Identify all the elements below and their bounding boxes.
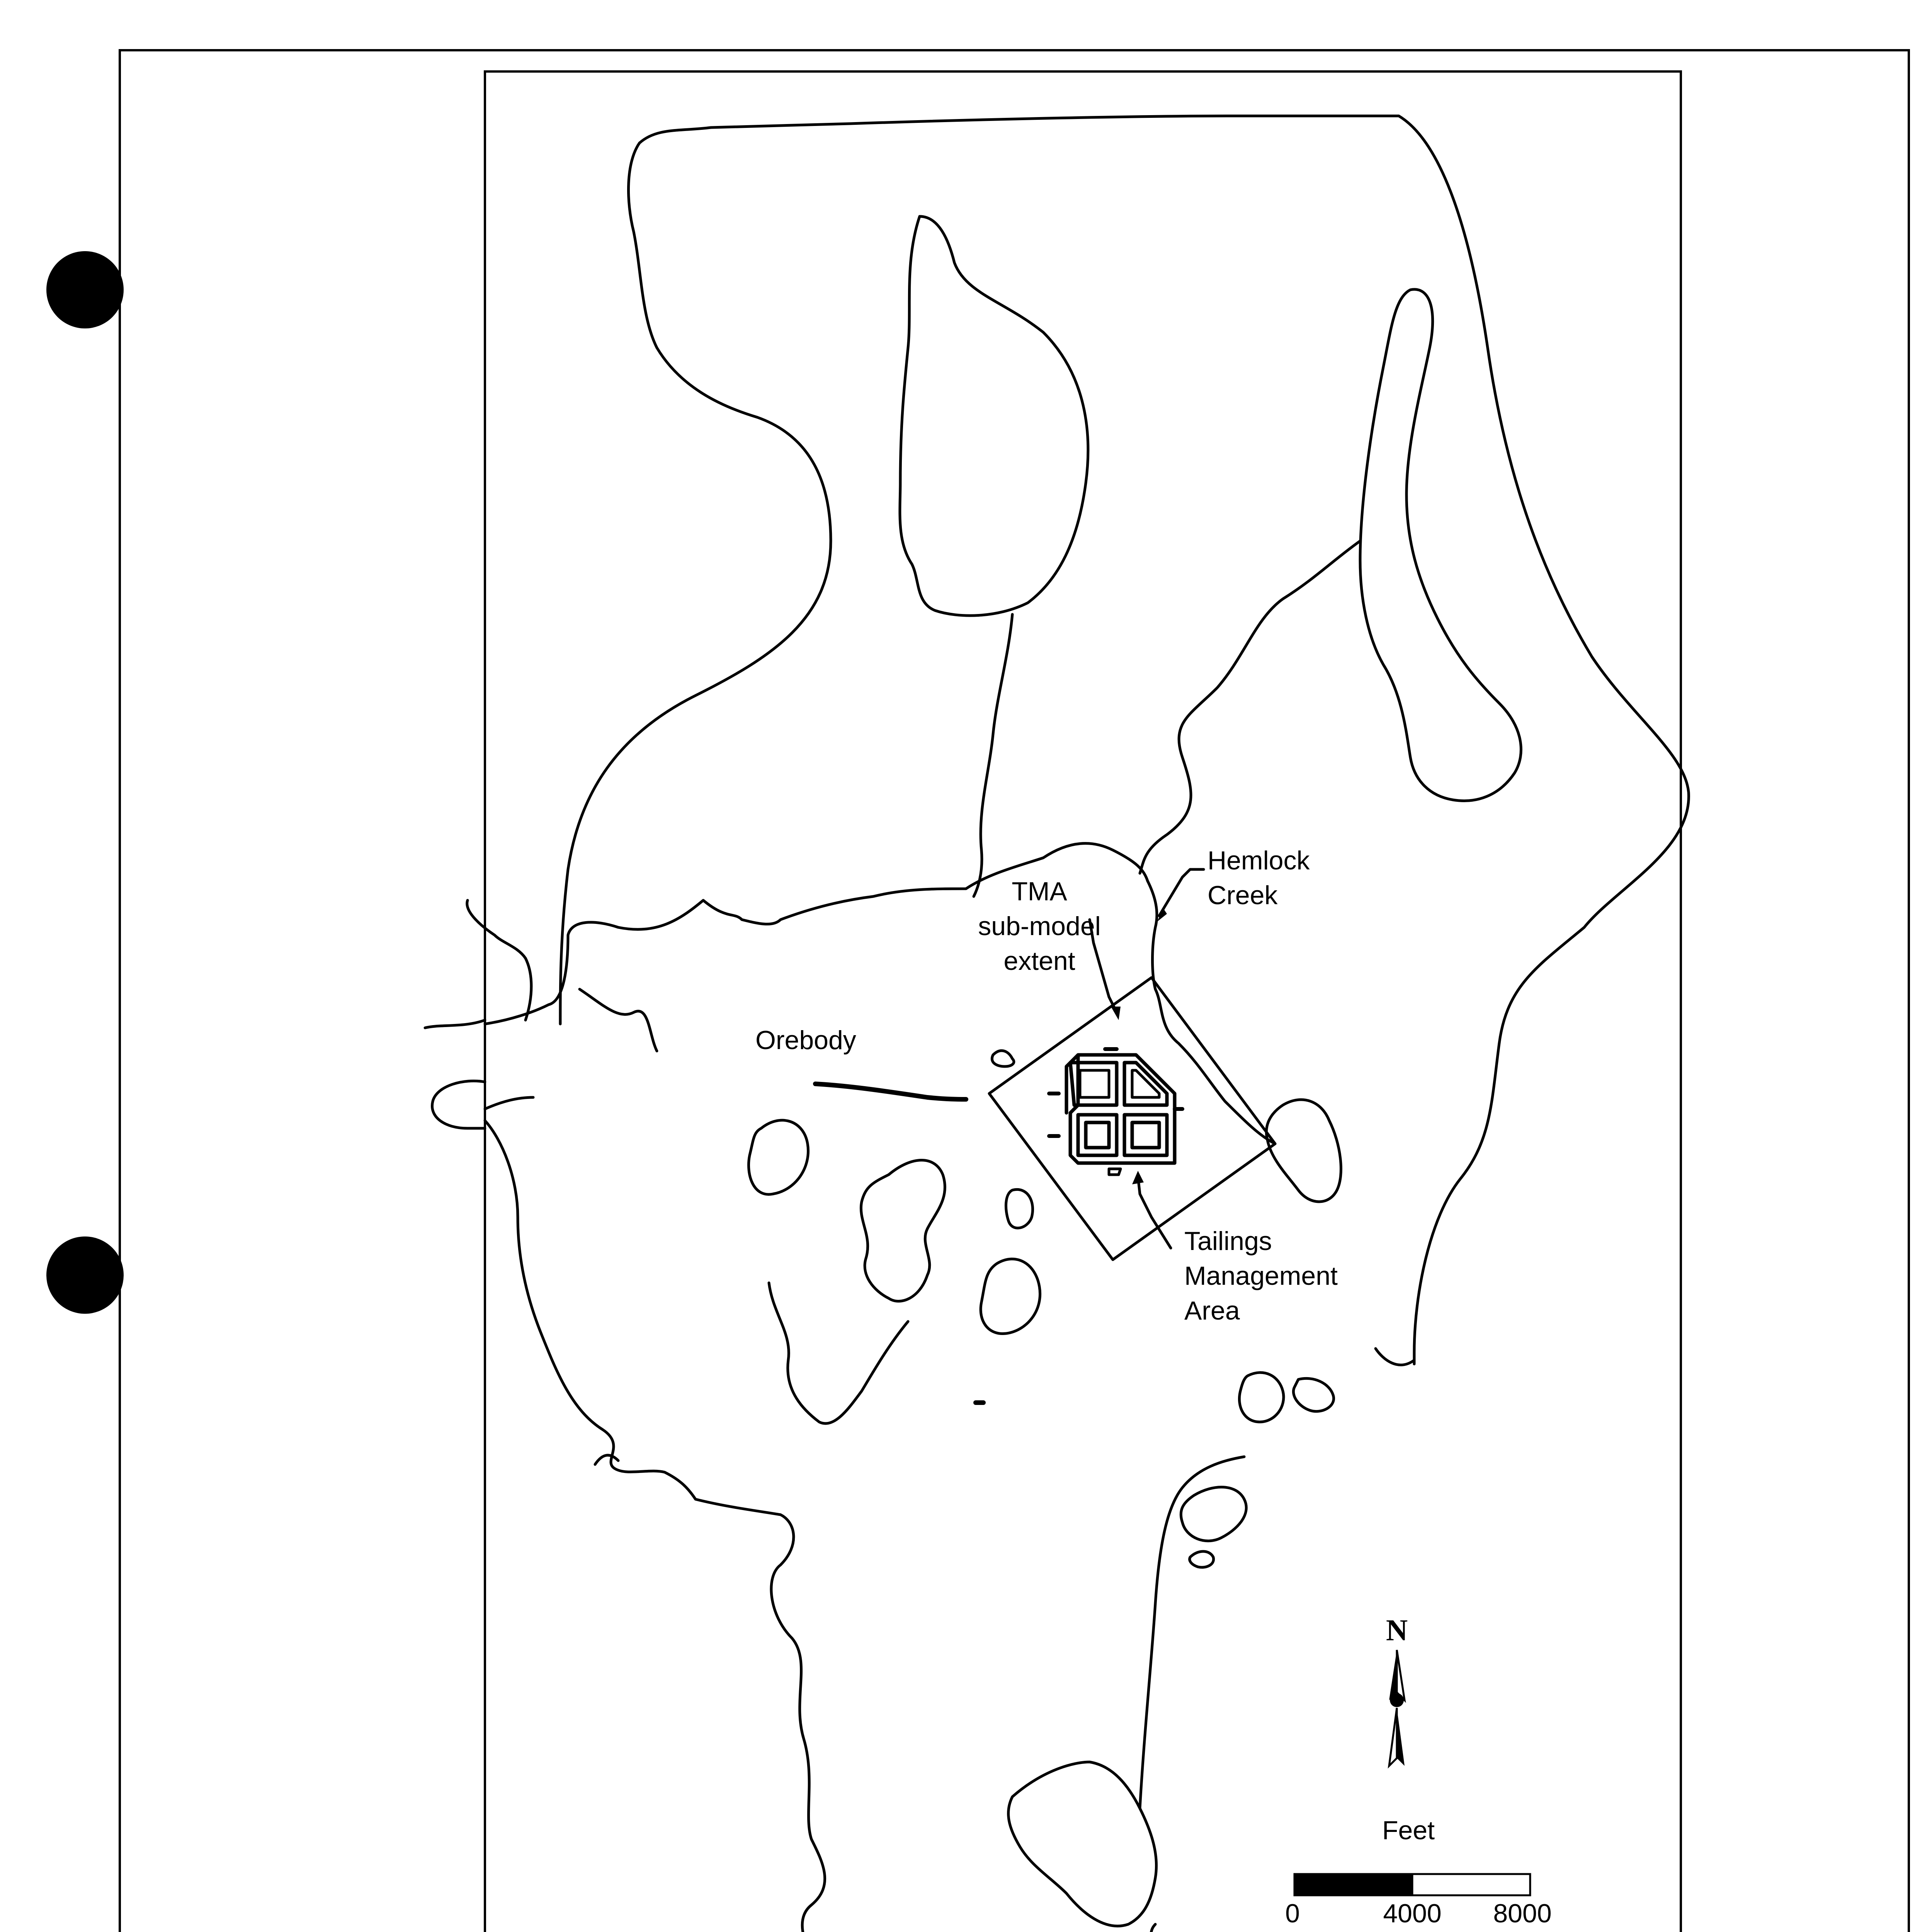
western-inlet xyxy=(425,900,657,1051)
scale-bar xyxy=(1285,1816,1552,1928)
scale-tick-0: 0 xyxy=(1285,1899,1300,1928)
label-tma-line1: TMA xyxy=(1012,877,1067,906)
lake-east-tma xyxy=(1266,1100,1341,1202)
lake-southeast xyxy=(1181,1487,1246,1541)
southeast-creek xyxy=(1140,1457,1244,1808)
north-lake xyxy=(900,216,1088,616)
south-lake xyxy=(1009,1762,1156,1926)
lake-central-crescent xyxy=(861,1160,945,1301)
lake-southeast-small xyxy=(1190,1551,1214,1567)
label-tailings-line1: Tailings xyxy=(1184,1226,1272,1256)
scale-tick-8000: 8000 xyxy=(1493,1899,1552,1928)
east-creek xyxy=(1376,1349,1414,1365)
leader-hemlock-creek xyxy=(1159,869,1204,916)
map-frame xyxy=(485,71,1681,1932)
sheet-border xyxy=(120,50,1909,1932)
label-tailings-line3: Area xyxy=(1184,1296,1240,1325)
label-tailings-line2: Management xyxy=(1184,1261,1338,1291)
model-boundary xyxy=(639,116,1689,1364)
scale-bar-units: Feet xyxy=(1382,1816,1435,1845)
north-arrow xyxy=(1386,1613,1408,1766)
label-tma-line3: extent xyxy=(1003,946,1075,976)
creek-northeast-branch xyxy=(1140,541,1360,873)
internal-creek-west xyxy=(769,1283,908,1423)
pond-north-tma xyxy=(992,1051,1014,1066)
lake-south-central xyxy=(981,1259,1040,1333)
lake-east-pair-b xyxy=(1293,1378,1333,1411)
label-tma-line2: sub-model xyxy=(978,912,1101,941)
lake-central-round xyxy=(1006,1189,1032,1228)
leader-tma-arrow xyxy=(1111,1007,1121,1020)
lake-east-pair-a xyxy=(1239,1372,1283,1422)
orebody xyxy=(815,1084,966,1099)
label-orebody: Orebody xyxy=(755,1026,856,1055)
label-hemlock-creek-line1: Hemlock xyxy=(1208,846,1310,875)
leader-tailings-arrow xyxy=(1132,1171,1144,1184)
west-lake xyxy=(432,1081,533,1128)
scale-tick-4000: 4000 xyxy=(1383,1899,1442,1928)
creek-north-branch xyxy=(974,614,1012,896)
southern-boundary xyxy=(485,1121,1159,1932)
tailings-management-area xyxy=(1049,1049,1182,1175)
internal-creek-middle xyxy=(595,1455,618,1464)
lake-west-small xyxy=(749,1120,808,1194)
label-hemlock-creek-line2: Creek xyxy=(1208,881,1278,910)
northeast-lake xyxy=(1360,289,1521,801)
boundary-west-arm xyxy=(560,143,831,1024)
north-arrow-label: N xyxy=(1386,1613,1408,1647)
